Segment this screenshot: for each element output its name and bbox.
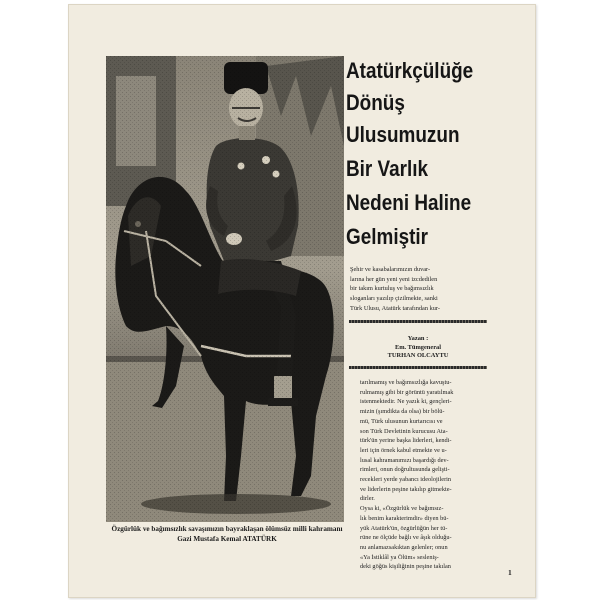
text-line: istenmektedir. Ne yazık ki, gençleri-: [360, 398, 452, 406]
body-column: [360, 378, 488, 572]
divider-rule: [349, 366, 487, 369]
headline-line: Nedeni Haline: [346, 190, 472, 215]
text-line: son Türk Devletinin kurucusu Ata-: [360, 427, 448, 435]
text-line: ve liderlerin peşine takılıp gitmekte-: [360, 485, 452, 493]
text-line: rulmamış gibi bir görüntü yaratılmak: [360, 388, 454, 396]
headline-line: Dönüş: [346, 90, 405, 115]
portrait-photo: [106, 56, 344, 522]
text-line: rimleri, onun doğrultusunda gelişti-: [360, 466, 450, 474]
text-line: Oysa ki, «Özgürlük ve bağımsız-: [360, 505, 444, 513]
text-line: nu anlamazsakıktan gelenler; onun: [360, 543, 448, 551]
caption-line: Gazi Mustafa Kemal ATATÜRK: [177, 535, 277, 543]
text-line: mizin (şımdikta da olsa) bir bölü-: [360, 408, 445, 416]
headline-line: Bir Varlık: [346, 156, 429, 181]
horseman-photo-icon: [106, 56, 344, 522]
text-line: recekleri yerde yabancı ideolojilerin: [360, 476, 452, 484]
text-line: türk'ün yerine başka liderleri, kendi-: [360, 437, 452, 445]
text-line: sloganları yazılıp çizilmekte, sanki: [350, 295, 438, 303]
caption-line: Özgürlük ve bağımsızlık savaşımızın bayraklaşan ölümsüz milli kahramanı: [111, 525, 343, 533]
byline: [350, 335, 486, 361]
page-number: 1: [508, 568, 512, 577]
text-line: rüne ne ölçüde bağlı ve âşık olduğu-: [360, 534, 452, 542]
text-line: leri için örnek kabul etmekte ve u-: [360, 446, 447, 454]
text-line: bir takım kurtuluş ve bağımsızlık: [350, 285, 434, 293]
headline-line: Ulusumuzun: [346, 122, 460, 147]
text-line: mü, Türk ulusunun kurtarıcısı ve: [360, 417, 443, 425]
text-line: lusal kahramanımızı başardığı dev-: [360, 456, 449, 464]
divider-rule: [349, 320, 487, 323]
text-line: dirler.: [360, 495, 375, 503]
text-line: tarılmamış ve bağımsızlığa kavuştu-: [360, 379, 452, 386]
text-line: lık benim karakterimdir» diyen bü-: [360, 514, 449, 522]
text-line: Türk Ulusu, Atatürk tarafından kur-: [350, 304, 440, 312]
headline-line: Atatürkçülüğe: [346, 58, 474, 83]
text-line: «Ya İstiklâl ya Ölüm» sesleniş-: [360, 553, 439, 561]
byline-label: Yazan :: [407, 335, 429, 342]
text-line: Şehir ve kasabalarımızın duvar-: [350, 266, 431, 273]
text-line: deki göğüs kişiliğinin peşine takılan: [360, 563, 451, 571]
photo-caption: [104, 524, 350, 544]
text-line: larına her gün yeni yeni izcdedilen: [350, 275, 438, 283]
byline-name: TURHAN OLCAYTU: [387, 352, 449, 360]
intro-paragraph: [350, 265, 486, 314]
byline-rank: Em. Tümgeneral: [394, 343, 442, 351]
headline-line: Gelmiştir: [346, 224, 429, 249]
text-line: yük Atatürk'ün, özgürlüğün her tü-: [360, 524, 448, 532]
